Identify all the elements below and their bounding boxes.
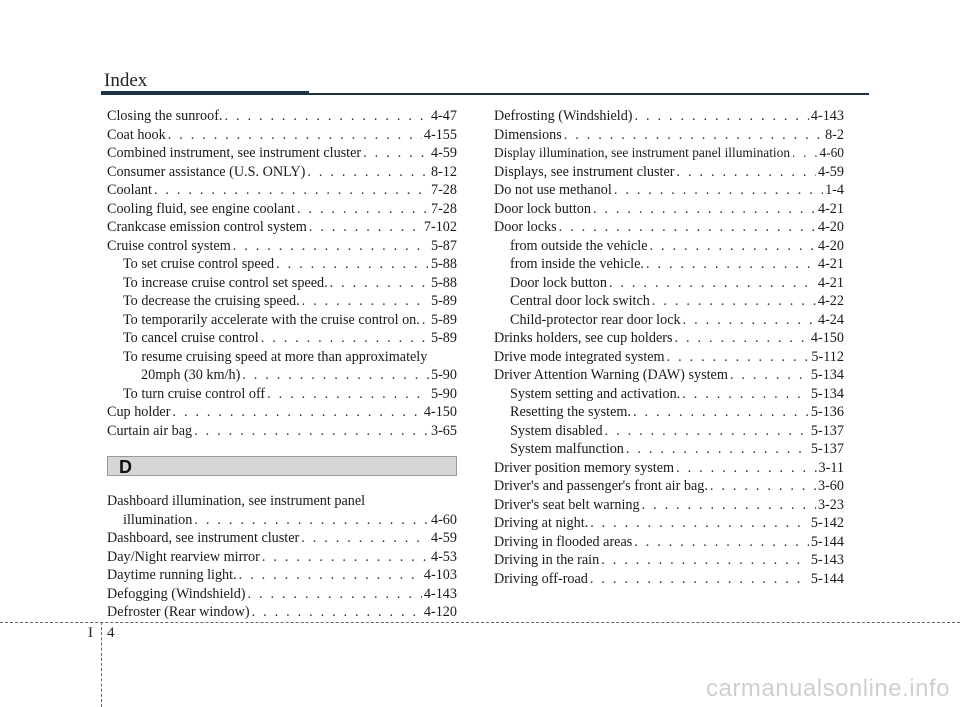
entry-page: 4-155	[423, 126, 457, 143]
index-entry	[107, 292, 457, 311]
entry-page: 4-24	[817, 311, 844, 328]
leader-dots	[262, 548, 429, 567]
entry-page: 8-2	[825, 126, 844, 143]
leader-dots	[676, 459, 816, 478]
entry-text: Driver Attention Warning (DAW) system	[494, 367, 728, 383]
index-entry	[494, 385, 844, 404]
watermark: carmanualsonline.info	[706, 675, 950, 702]
entry-page: 4-22	[817, 293, 844, 309]
entry-text: Curtain air bag	[107, 422, 193, 439]
entry-text: Do not use methanol	[494, 182, 612, 198]
index-entry	[107, 107, 457, 126]
entry-text: Closing the sunroof.	[107, 108, 223, 124]
index-entry	[107, 548, 457, 567]
entry-text: To decrease the cruising speed.	[123, 293, 300, 309]
leader-dots	[675, 329, 809, 348]
leader-dots	[710, 477, 816, 496]
index-entry	[107, 529, 457, 548]
entry-page: 5-89	[430, 311, 457, 328]
leader-dots	[590, 570, 809, 589]
index-entry	[494, 570, 844, 589]
index-entry	[494, 514, 844, 533]
entry-text: Defroster (Rear window)	[107, 604, 250, 620]
entry-page: 4-103	[423, 567, 457, 583]
right-column	[494, 107, 844, 588]
entry-page: 5-142	[810, 515, 844, 531]
entry-page: 3-23	[817, 496, 844, 513]
entry-page: 4-21	[817, 274, 844, 291]
entry-text: To set cruise control speed	[123, 256, 275, 272]
index-entry	[107, 329, 457, 348]
index-entry	[494, 477, 844, 496]
entry-text: Drinks holders, see cup holders	[494, 330, 673, 346]
entry-text: Door locks	[494, 219, 557, 235]
entry-page: 4-21	[817, 200, 844, 217]
index-entry	[107, 200, 457, 219]
leader-dots	[267, 385, 429, 404]
leader-dots	[172, 403, 421, 422]
entry-text: 20mph (30 km/h)	[141, 367, 241, 383]
entry-page: 5-136	[810, 404, 844, 420]
index-entry	[107, 603, 457, 622]
index-entry	[494, 422, 844, 441]
leader-dots	[330, 274, 429, 293]
section-letter-bar	[107, 456, 457, 476]
leader-dots	[609, 274, 816, 293]
leader-dots	[559, 218, 816, 237]
leader-dots	[683, 311, 816, 330]
index-entry	[494, 218, 844, 237]
leader-dots	[239, 566, 422, 585]
entry-page: 1-4	[825, 182, 844, 198]
left-entries-top	[107, 107, 457, 348]
entry-page: 4-143	[810, 108, 844, 124]
leader-dots	[261, 329, 429, 348]
entry-text: To increase cruise control set speed.	[123, 274, 328, 291]
index-entry	[107, 311, 457, 330]
index-entry	[494, 348, 844, 367]
entry-page: 7-28	[430, 200, 457, 217]
entry-page: 5-87	[430, 237, 457, 254]
leader-dots	[224, 107, 429, 126]
entry-text: Driving at night.	[494, 515, 589, 531]
entry-page: 4-20	[817, 219, 844, 235]
index-entry	[494, 144, 844, 163]
leader-dots	[676, 163, 816, 182]
entry-text: Driver's seat belt warning	[494, 496, 640, 513]
entry-page: 7-28	[430, 182, 457, 198]
entry-text: To cancel cruise control	[123, 330, 259, 346]
page-title: Index	[104, 70, 148, 91]
entry-page: 5-90	[430, 367, 457, 383]
leader-dots	[730, 366, 809, 385]
entry-page: 7-102	[423, 219, 457, 235]
entry-page: 3-65	[430, 422, 457, 439]
index-entry	[107, 422, 457, 441]
entry-text: Cooling fluid, see engine coolant	[107, 200, 295, 217]
index-entry	[494, 496, 844, 515]
leader-dots	[168, 126, 422, 145]
index-entry	[107, 255, 457, 274]
right-entries	[494, 107, 844, 588]
entry-text: Day/Night rearview mirror	[107, 548, 260, 565]
index-entry	[107, 566, 457, 585]
index-entry	[107, 181, 457, 200]
leader-dots	[634, 533, 809, 552]
index-entry	[494, 237, 844, 256]
entry-text: Cruise control system	[107, 237, 231, 254]
leader-dots	[652, 292, 816, 311]
footer-divider	[101, 622, 102, 707]
index-entry	[107, 385, 457, 404]
entry-text: Daytime running light.	[107, 567, 237, 583]
entry-page: 4-150	[810, 330, 844, 346]
leader-dots	[590, 514, 809, 533]
entry-text: Dashboard, see instrument cluster	[107, 530, 300, 546]
left-entries-mid	[107, 385, 457, 441]
leader-dots	[626, 440, 809, 459]
entry-page: 5-144	[810, 533, 844, 550]
index-entry	[494, 255, 844, 274]
entry-text: Display illumination, see instrument panel illumination	[494, 145, 791, 160]
entry-page: 5-88	[430, 256, 457, 272]
leader-dots	[252, 603, 422, 622]
entry-page: 3-60	[817, 478, 844, 494]
entry-text: To turn cruise control off	[123, 385, 266, 402]
leader-dots	[642, 496, 816, 515]
entry-text: Defogging (Windshield)	[107, 585, 246, 602]
leader-dots	[307, 163, 429, 182]
entry-text: Child-protector rear door lock	[510, 311, 681, 328]
leader-dots	[792, 144, 817, 163]
entry-page: 4-150	[423, 404, 457, 420]
leader-dots	[194, 511, 429, 530]
page-number: 4	[107, 625, 115, 641]
leader-dots	[363, 144, 429, 163]
entry-text: System malfunction	[510, 441, 624, 457]
index-entry	[494, 163, 844, 182]
entry-text: from outside the vehicle	[510, 237, 648, 254]
index-entry	[494, 107, 844, 126]
leader-dots	[276, 255, 429, 274]
index-entry	[107, 126, 457, 145]
left-column	[107, 107, 457, 622]
index-entry	[494, 459, 844, 478]
index-entry	[494, 126, 844, 145]
entry-page: 5-137	[810, 422, 844, 439]
entry-text: Door lock button	[510, 274, 607, 291]
footer-section: I	[88, 625, 93, 641]
index-entry	[494, 200, 844, 219]
entry-page: 4-59	[817, 163, 844, 180]
entry-page: 5-88	[430, 274, 457, 291]
entry-page: 5-143	[810, 552, 844, 568]
index-entry: Dashboard illumination, see instrument panel	[107, 493, 366, 509]
entry-text: To temporarily accelerate with the cruise control on.	[123, 311, 420, 328]
index-entry	[107, 163, 457, 182]
entry-text: System disabled	[510, 422, 603, 439]
entry-text: Crankcase emission control system	[107, 219, 307, 235]
index-entry	[107, 218, 457, 237]
left-entries-bottom	[107, 529, 457, 622]
entry-text: Driver's and passenger's front air bag.	[494, 478, 708, 494]
entry-page: 5-134	[810, 385, 844, 402]
entry-page: 4-21	[817, 256, 844, 272]
entry-text: Driver position memory system	[494, 459, 675, 476]
entry-text: illumination	[123, 511, 193, 528]
entry-page: 5-89	[430, 293, 457, 309]
entry-text: Resetting the system.	[510, 404, 631, 420]
leader-dots	[633, 403, 809, 422]
leader-dots	[593, 200, 816, 219]
leader-dots	[233, 237, 429, 256]
index-entry	[494, 366, 844, 385]
index-entry	[494, 533, 844, 552]
entry-text: Central door lock switch	[510, 293, 650, 309]
leader-dots	[667, 348, 810, 367]
entry-page: 5-89	[430, 330, 457, 346]
leader-dots	[646, 255, 816, 274]
index-entry: To resume cruising speed at more than approximately	[123, 348, 428, 365]
entry-page: 4-60	[819, 145, 844, 160]
entry-text: Drive mode integrated system	[494, 348, 665, 365]
index-entry	[494, 329, 844, 348]
entry-text: Driving in flooded areas	[494, 533, 633, 550]
entry-page: 5-134	[810, 367, 844, 383]
entry-page: 4-60	[430, 511, 457, 528]
entry-text: Dimensions	[494, 126, 562, 143]
leader-dots	[650, 237, 816, 256]
leader-dots	[614, 181, 823, 200]
entry-text: Consumer assistance (U.S. ONLY)	[107, 163, 306, 180]
entry-page: 8-12	[430, 163, 457, 180]
entry-page: 5-90	[430, 385, 457, 402]
entry-text: Driving off-road	[494, 570, 588, 587]
leader-dots	[422, 311, 429, 330]
index-entry	[494, 274, 844, 293]
entry-text: Cup holder	[107, 404, 171, 420]
entry-text: from inside the vehicle.	[510, 256, 644, 272]
index-entry	[107, 403, 457, 422]
leader-dots	[682, 385, 809, 404]
entry-page: 5-144	[810, 570, 844, 587]
index-entry	[107, 511, 457, 530]
entry-text: Combined instrument, see instrument cluster	[107, 145, 362, 161]
entry-page: 4-143	[423, 585, 457, 602]
leader-dots	[297, 200, 429, 219]
entry-page: 4-59	[430, 145, 457, 161]
index-entry	[107, 366, 457, 385]
index-entry	[107, 237, 457, 256]
entry-text: Door lock button	[494, 200, 591, 217]
entry-page: 4-120	[423, 604, 457, 620]
index-entry	[494, 311, 844, 330]
footer-rule	[0, 622, 960, 623]
leader-dots	[194, 422, 429, 441]
leader-dots	[154, 181, 429, 200]
index-entry	[494, 181, 844, 200]
leader-dots	[242, 366, 429, 385]
index-entry	[494, 292, 844, 311]
index-entry	[107, 585, 457, 604]
leader-dots	[635, 107, 809, 126]
leader-dots	[605, 422, 809, 441]
index-entry	[107, 274, 457, 293]
entry-text: Driving in the rain	[494, 552, 600, 568]
leader-dots	[301, 529, 429, 548]
entry-page: 3-11	[818, 459, 844, 476]
entry-page: 4-47	[430, 108, 457, 124]
entry-text: Defrosting (Windshield)	[494, 108, 633, 124]
entry-page: 5-137	[810, 441, 844, 457]
index-entry	[107, 144, 457, 163]
header-rule	[309, 93, 869, 95]
leader-dots	[248, 585, 422, 604]
entry-page: 4-20	[817, 237, 844, 254]
leader-dots	[564, 126, 823, 145]
entry-page: 4-59	[430, 530, 457, 546]
leader-dots	[601, 551, 809, 570]
entry-page: 4-53	[430, 548, 457, 565]
entry-text: Displays, see instrument cluster	[494, 163, 675, 180]
index-entry	[494, 403, 844, 422]
entry-text: System setting and activation.	[510, 385, 681, 402]
leader-dots	[309, 218, 422, 237]
leader-dots	[302, 292, 429, 311]
index-entry	[494, 440, 844, 459]
section-letter: D	[119, 457, 132, 477]
header-bar	[101, 91, 309, 95]
index-entry	[494, 551, 844, 570]
entry-text: Coolant	[107, 182, 152, 198]
entry-page: 5-112	[811, 348, 844, 365]
entry-text: Coat hook	[107, 126, 166, 143]
